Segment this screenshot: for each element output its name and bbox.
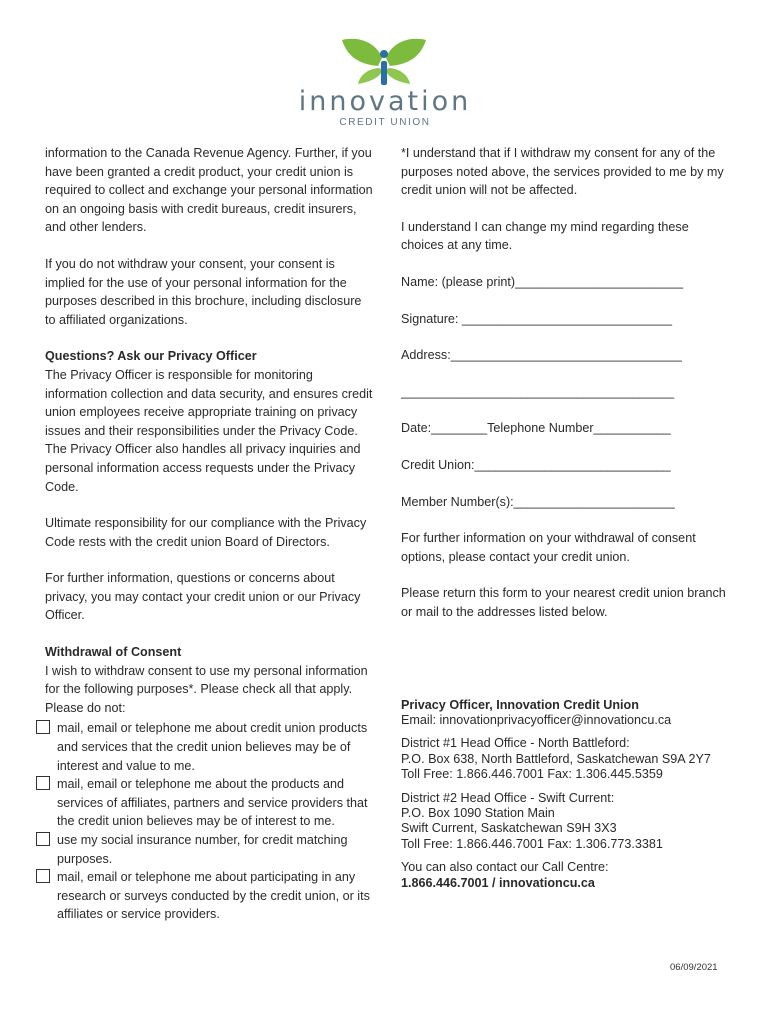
checkbox[interactable] <box>36 776 50 790</box>
option-label: mail, email or telephone me about credit union products and services that the credit union believes may be of interest and value to me. <box>57 721 368 773</box>
understand-paragraph-2: I understand I can change my mind regarding these choices at any time. <box>401 219 689 253</box>
brand-tagline: CREDIT UNION <box>339 117 431 128</box>
understand-paragraph-1: *I understand that if I withdraw my consent for any of the purposes noted above, the services provided to me by my credit union will not be affected. <box>401 146 724 198</box>
right-column <box>401 144 731 891</box>
member-number-field[interactable]: Member Number(s):_______________________ <box>401 494 675 509</box>
name-field[interactable]: Name: (please print)________________________ <box>401 274 684 289</box>
privacy-officer-email[interactable]: Email: innovationprivacyofficer@innovationcu.ca <box>401 712 672 727</box>
district-2-title: District #2 Head Office - Swift Current: <box>401 790 615 805</box>
return-info-paragraph: Please return this form to your nearest credit union branch or mail to the addresses listed below. <box>401 586 726 619</box>
withdrawal-heading: Withdrawal of Consent <box>45 645 182 660</box>
intro-paragraph: information to the Canada Revenue Agency. Further, if you have been granted a credit product, your credit union is required to collect and exchange your personal information on an ongoing basis with credit bureaus, credit insurers, and other lenders. <box>45 146 373 235</box>
district-1-address: P.O. Box 638, North Battleford, Saskatchewan S9A 2Y7 <box>401 751 711 766</box>
address-line-2-field[interactable]: _______________________________________ <box>401 384 675 399</box>
date-phone-field[interactable]: Date:________Telephone Number___________ <box>401 421 671 436</box>
option-label: use my social insurance number, for credit matching purposes. <box>57 833 348 866</box>
contact-block <box>401 698 731 891</box>
withdrawal-option-3[interactable] <box>45 831 375 868</box>
revision-date: 06/09/2021 <box>670 962 718 973</box>
call-centre-phone[interactable]: 1.866.446.7001 / innovationcu.ca <box>401 875 595 890</box>
address-field[interactable]: Address:_________________________________ <box>401 348 682 363</box>
questions-body: The Privacy Officer is responsible for monitoring information collection and data security, and ensures credit union employees receive appropriate training on privacy issues and their responsibilities under the Privacy Code. The Privacy Officer also handles all privacy inquiries and personal information access requests under the Privacy Code. <box>45 367 373 494</box>
innovation-logo-icon <box>336 36 432 86</box>
withdrawal-option-4[interactable] <box>45 868 375 924</box>
call-centre-label: You can also contact our Call Centre: <box>401 860 609 875</box>
checkbox[interactable] <box>36 869 50 883</box>
withdrawal-intro: I wish to withdraw consent to use my personal information for the following purposes*. Please check all that apply. Please do not: <box>45 663 368 715</box>
questions-heading: Questions? Ask our Privacy Officer <box>45 349 257 364</box>
left-column <box>45 144 375 924</box>
district-1-phone: Toll Free: 1.866.446.7001 Fax: 1.306.445.5359 <box>401 767 663 782</box>
withdrawal-option-2[interactable] <box>45 775 375 831</box>
credit-union-field[interactable]: Credit Union:____________________________ <box>401 457 671 472</box>
option-label: mail, email or telephone me about participating in any research or surveys conducted by the credit union, or its affiliates or service providers. <box>57 870 370 922</box>
district-2-address-1: P.O. Box 1090 Station Main <box>401 805 555 820</box>
responsibility-paragraph: Ultimate responsibility for our compliance with the Privacy Code rests with the credit union Board of Directors. <box>45 516 367 549</box>
implied-consent-paragraph: If you do not withdraw your consent, your consent is implied for the use of your personal information for the purposes described in this brochure, including disclosure to affiliated organizations. <box>45 256 362 327</box>
withdrawal-info-paragraph: For further information on your withdrawal of consent options, please contact your credit union. <box>401 531 696 564</box>
checkbox[interactable] <box>36 720 50 734</box>
district-2-address-2: Swift Current, Saskatchewan S9H 3X3 <box>401 821 617 836</box>
signature-field[interactable]: Signature: ______________________________ <box>401 311 673 326</box>
withdrawal-option-1[interactable] <box>45 719 375 775</box>
brand-wordmark: innovation <box>298 86 472 117</box>
privacy-officer-heading: Privacy Officer, Innovation Credit Union <box>401 697 639 712</box>
checkbox[interactable] <box>36 832 50 846</box>
district-2-phone: Toll Free: 1.866.446.7001 Fax: 1.306.773.3381 <box>401 836 663 851</box>
option-label: mail, email or telephone me about the products and services of affiliates, partners and service providers that the credit union believes may be of interest to me. <box>57 777 368 829</box>
district-1-title: District #1 Head Office - North Battleford: <box>401 736 630 751</box>
further-info-paragraph: For further information, questions or concerns about privacy, you may contact your credit union or our Privacy Officer. <box>45 571 361 623</box>
